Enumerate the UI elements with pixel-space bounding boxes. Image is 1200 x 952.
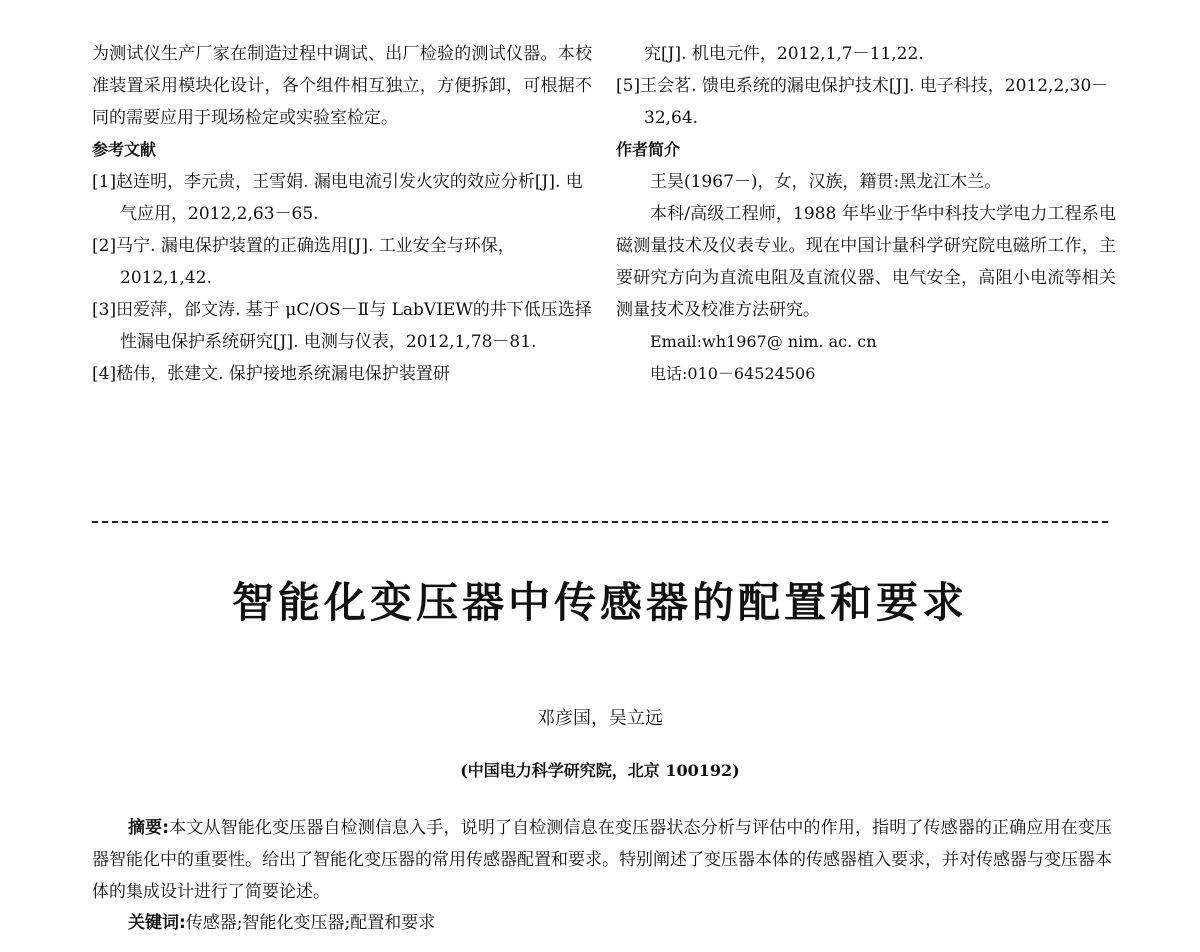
keywords-text: 传感器;智能化变压器;配置和要求 [185,913,436,933]
author-bio-heading: 作者简介 [616,140,681,159]
author-bio-line: 王昊(1967－)，女，汉族，籍贯:黑龙江木兰。 [650,172,1002,192]
reference-5: [5]王会茗. 馈电系统的漏电保护技术[J]. 电子科技，2012,2,30－32,64. [616,76,1109,128]
section-divider [92,521,1108,523]
abstract-label: 摘要: [128,818,170,838]
left-column [92,38,592,390]
article-affiliation: (中国电力科学研究院，北京 100192) [460,761,740,780]
reference-2: [2]马宁. 漏电保护装置的正确选用[J]. 工业安全与环保，2012,1,42. [92,236,515,288]
intro-paragraph: 为测试仪生产厂家在制造过程中调试、出厂检验的测试仪器。本校准装置采用模块化设计，各个组件相互独立，方便拆卸，可根据不同的需要应用于现场检定或实验室检定。 [92,44,592,128]
references-heading: 参考文献 [92,140,157,159]
abstract [92,812,1112,908]
keywords [128,907,1108,939]
author-email: Email:wh1967@ nim. ac. cn [650,332,877,351]
reference-3: [3]田爱萍，郃文涛. 基于 μC/OS－Ⅱ与 LabVIEW的井下低压选择性漏电保护系统研究[J]. 电测与仪表，2012,1,78－81. [92,300,592,352]
right-column [616,38,1116,390]
reference-4-continuation: 究[J]. 机电元件，2012,1,7－11,22. [644,44,924,64]
reference-4: [4]嵇伟，张建文. 保护接地系统漏电保护装置研 [92,364,450,384]
reference-1: [1]赵连明，李元贵，王雪娟. 漏电电流引发火灾的效应分析[J]. 电气应用，2012,2,63－65. [92,172,583,224]
author-bio-paragraph: 本科/高级工程师，1988 年毕业于华中科技大学电力工程系电磁测量技术及仪表专业。现在中国计量科学研究院电磁所工作，主要研究方向为直流电阻及直流仪器、电气安全，高阻小电流等相关测量技术及校准方法研究。 [616,204,1116,320]
keywords-label: 关键词: [128,913,186,933]
article-authors: 邓彦国，吴立远 [537,708,663,729]
article-title: 智能化变压器中传感器的配置和要求 [231,578,968,627]
abstract-text: 本文从智能化变压器自检测信息入手，说明了自检测信息在变压器状态分析与评估中的作用，指明了传感器的正确应用在变压器智能化中的重要性。给出了智能化变压器的常用传感器配置和要求。特别阐述了变压器本体的传感器植入要求，并对传感器与变压器本体的集成设计进行了简要论述。 [92,818,1112,902]
author-phone: 电话:010－64524506 [650,364,816,383]
